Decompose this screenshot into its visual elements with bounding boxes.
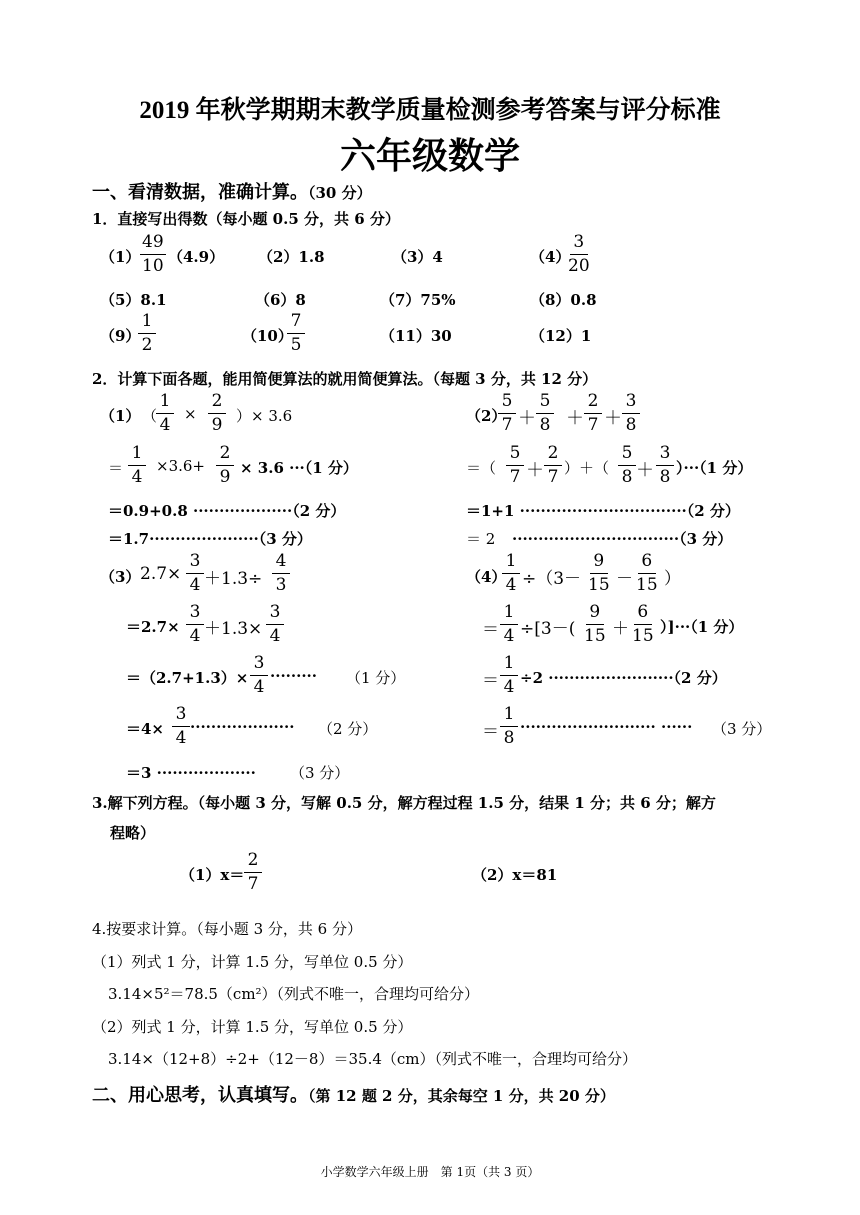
section-1-score: （30 分） bbox=[308, 184, 372, 202]
q2-p3-line3-fraction bbox=[250, 655, 268, 696]
q2-p3-line5-score: （3 分） bbox=[290, 764, 350, 782]
denominator: 4 bbox=[503, 677, 515, 697]
q1-answer-3: （3）4 bbox=[392, 248, 443, 266]
q1-answer-9-label: （9） bbox=[100, 327, 141, 345]
q2-p3-line4-dots: ···················· bbox=[190, 718, 295, 736]
document-subtitle: 六年级数学 bbox=[339, 136, 520, 177]
denominator: 15 bbox=[584, 626, 606, 646]
q2-p2-line2-fraction-2 bbox=[544, 445, 562, 486]
q1-answer-4-label: （4） bbox=[530, 248, 571, 266]
q2-p4-line4-fraction bbox=[500, 706, 518, 747]
denominator: 4 bbox=[175, 728, 187, 748]
numerator: 3 bbox=[186, 553, 204, 574]
numerator: 1 bbox=[128, 445, 146, 466]
q2-p2-line2-fraction-4 bbox=[656, 445, 674, 486]
q2-p3-line2-fraction-2 bbox=[266, 604, 284, 645]
q2-p3-line2-a: ＝2.7× bbox=[126, 618, 180, 636]
numerator: 2 bbox=[208, 393, 226, 414]
denominator: 8 bbox=[659, 467, 671, 487]
q2-p4-line3-fraction bbox=[500, 655, 518, 696]
q1-answer-11: （11）30 bbox=[380, 327, 452, 345]
q2-p1-line2-fraction-2 bbox=[216, 445, 234, 486]
q1-answer-9-fraction bbox=[138, 313, 156, 354]
denominator: 8 bbox=[625, 415, 637, 435]
q1-answer-4-fraction bbox=[568, 234, 590, 275]
denominator: 15 bbox=[632, 626, 654, 646]
denominator: 4 bbox=[505, 575, 517, 595]
q2-p4-fraction-3 bbox=[636, 553, 658, 594]
q2-p1-line2-mid: ×3.6+ bbox=[156, 457, 205, 475]
section-2-heading bbox=[92, 1081, 615, 1107]
q2-p4-line4-score: （3 分） bbox=[712, 720, 772, 738]
numerator: 6 bbox=[638, 553, 656, 574]
q2-p3-part-a: 2.7× bbox=[140, 564, 182, 584]
denominator: 9 bbox=[219, 467, 231, 487]
numerator: 3 bbox=[570, 234, 588, 255]
q2-p1-times: × bbox=[184, 405, 197, 423]
q4-line-2: 3.14×5²＝78.5（cm²）（列式不唯一，合理均可给分） bbox=[108, 985, 480, 1003]
q2-p1-line2-end: × 3.6 ···（1 分） bbox=[240, 459, 358, 477]
q2-p2-plus-3: ＋ bbox=[604, 408, 622, 429]
denominator: 4 bbox=[189, 575, 201, 595]
denominator: 9 bbox=[211, 415, 223, 435]
question-3-heading: 3.解下列方程。（每小题 3 分，写解 0.5 分，解方程过程 1.5 分，结果 1 分；共 6 分；解方 bbox=[92, 794, 716, 812]
q2-p2-line4-dots: ································（3 分） bbox=[512, 530, 733, 548]
q4-line-3: （2）列式 1 分，计算 1.5 分，写单位 0.5 分） bbox=[92, 1018, 413, 1036]
numerator: 1 bbox=[502, 553, 520, 574]
q1-answer-6: （6）8 bbox=[255, 291, 306, 309]
numerator: 2 bbox=[544, 445, 562, 466]
denominator: 15 bbox=[636, 575, 658, 595]
section-2-title: 二、用心思考，认真填写。 bbox=[92, 1085, 308, 1106]
q2-p3-line5: ＝3 ··················· bbox=[126, 764, 256, 782]
q2-p3-line3-a: ＝（2.7+1.3）× bbox=[126, 669, 249, 687]
question-3-heading-continued: 程略） bbox=[110, 824, 156, 842]
question-4-heading: 4.按要求计算。（每小题 3 分，共 6 分） bbox=[92, 920, 362, 938]
denominator: 20 bbox=[568, 256, 590, 276]
numerator: 3 bbox=[186, 604, 204, 625]
denominator: 2 bbox=[141, 335, 153, 355]
q2-p1-line2-eq: ＝ bbox=[108, 459, 124, 477]
q2-p1-close: ）× 3.6 bbox=[236, 407, 293, 425]
q2-p4-line2-plus: ＋ bbox=[612, 619, 629, 639]
q1-answer-10-fraction bbox=[287, 313, 305, 354]
numerator: 5 bbox=[618, 445, 636, 466]
q2-p1-fraction-1 bbox=[156, 393, 174, 434]
numerator: 1 bbox=[500, 706, 518, 727]
q2-p2-line2-mid: ）＋（ bbox=[564, 459, 610, 477]
numerator: 4 bbox=[272, 553, 290, 574]
q2-p4-line2-fraction-1 bbox=[500, 604, 518, 645]
numerator: 1 bbox=[500, 604, 518, 625]
denominator: 10 bbox=[142, 256, 164, 276]
denominator: 4 bbox=[253, 677, 265, 697]
denominator: 8 bbox=[503, 728, 515, 748]
q4-line-1: （1）列式 1 分，计算 1.5 分，写单位 0.5 分） bbox=[92, 953, 413, 971]
denominator: 8 bbox=[539, 415, 551, 435]
numerator: 3 bbox=[172, 706, 190, 727]
denominator: 7 bbox=[547, 467, 559, 487]
question-2-heading: 2．计算下面各题，能用简便算法的就用简便算法。（每题 3 分，共 12 分） bbox=[92, 370, 598, 388]
numerator: 9 bbox=[586, 604, 604, 625]
denominator: 7 bbox=[501, 415, 513, 435]
page-footer: 小学数学六年级上册 第 1页（共 3 页） bbox=[320, 1165, 540, 1179]
numerator: 5 bbox=[506, 445, 524, 466]
numerator: 3 bbox=[656, 445, 674, 466]
section-1-title: 一、看清数据，准确计算。 bbox=[92, 182, 308, 203]
q1-answer-8: （8）0.8 bbox=[530, 291, 597, 309]
q2-p2-line4-eq: ＝ 2 bbox=[466, 530, 496, 548]
q2-p2-line2-open: ＝（ bbox=[466, 459, 497, 477]
q2-p3-label: （3） bbox=[100, 568, 141, 586]
q1-answer-1-label: （1） bbox=[100, 248, 141, 266]
q2-p2-fraction-1 bbox=[498, 393, 516, 434]
question-1-heading: 1．直接写出得数（每小题 0.5 分，共 6 分） bbox=[92, 210, 400, 228]
q2-p3-line3-dots: ········· bbox=[270, 667, 317, 685]
q2-p4-line3-a: ÷2 ························（2 分） bbox=[520, 669, 727, 687]
q2-p2-line2-plus: ＋ bbox=[526, 460, 544, 481]
q1-answer-1-fraction bbox=[140, 234, 166, 275]
q2-p3-line4-score: （2 分） bbox=[318, 720, 378, 738]
numerator: 5 bbox=[498, 393, 516, 414]
section-1-heading bbox=[92, 178, 372, 204]
q2-p2-line2-plus-2: ＋ bbox=[636, 460, 654, 481]
numerator: 1 bbox=[138, 313, 156, 334]
q2-p4-line3-eq: ＝ bbox=[482, 671, 499, 691]
numerator: 6 bbox=[634, 604, 652, 625]
q2-p1-fraction-2 bbox=[208, 393, 226, 434]
q3-answer-2: （2）x＝81 bbox=[472, 866, 558, 884]
q2-p4-part-a: ÷（3－ bbox=[522, 569, 582, 589]
q2-p3-line2-b: ＋1.3× bbox=[204, 619, 263, 639]
q3-answer-1-fraction bbox=[244, 852, 262, 893]
q1-answer-12: （12）1 bbox=[530, 327, 592, 345]
q1-answer-5: （5）8.1 bbox=[100, 291, 167, 309]
numerator: 9 bbox=[590, 553, 608, 574]
q2-p2-plus-1: ＋ bbox=[518, 408, 536, 429]
q2-p3-line3-score: （1 分） bbox=[346, 669, 406, 687]
q2-p4-line2-fraction-2 bbox=[584, 604, 606, 645]
q2-p4-label: （4） bbox=[466, 568, 507, 586]
q2-p2-label: （2） bbox=[466, 407, 507, 425]
q2-p1-open-paren: （ bbox=[142, 407, 158, 425]
numerator: 2 bbox=[584, 393, 602, 414]
numerator: 49 bbox=[140, 234, 166, 255]
q3-answer-1-label: （1）x＝ bbox=[180, 866, 245, 884]
numerator: 3 bbox=[266, 604, 284, 625]
q2-p3-fraction-2 bbox=[272, 553, 290, 594]
q2-p2-line2-end: ）···（1 分） bbox=[676, 459, 753, 477]
q2-p4-line4-dots: ·························· ······ bbox=[520, 718, 693, 736]
denominator: 4 bbox=[131, 467, 143, 487]
numerator: 2 bbox=[216, 445, 234, 466]
denominator: 3 bbox=[275, 575, 287, 595]
q2-p2-line2-fraction-3 bbox=[618, 445, 636, 486]
q2-p1-line2-fraction-1 bbox=[128, 445, 146, 486]
numerator: 7 bbox=[287, 313, 305, 334]
q2-p4-fraction-1 bbox=[502, 553, 520, 594]
q2-p4-fraction-2 bbox=[588, 553, 610, 594]
q2-p3-fraction-1 bbox=[186, 553, 204, 594]
denominator: 7 bbox=[509, 467, 521, 487]
denominator: 4 bbox=[189, 626, 201, 646]
q2-p2-plus-2: ＋ bbox=[566, 408, 584, 429]
q2-p4-line2-fraction-3 bbox=[632, 604, 654, 645]
q1-answer-10-label: （10） bbox=[242, 327, 293, 345]
q1-answer-2: （2）1.8 bbox=[258, 248, 325, 266]
denominator: 4 bbox=[503, 626, 515, 646]
q1-answer-7: （7）75% bbox=[380, 291, 456, 309]
document-title: 2019 年秋学期期末教学质量检测参考答案与评分标准 bbox=[139, 97, 721, 124]
numerator: 2 bbox=[244, 852, 262, 873]
q2-p2-fraction-4 bbox=[622, 393, 640, 434]
denominator: 7 bbox=[247, 874, 259, 894]
q2-p3-part-b: ＋1.3÷ bbox=[204, 569, 263, 589]
q2-p1-line4: ＝1.7·····················（3 分） bbox=[108, 530, 312, 548]
q2-p2-line2-fraction-1 bbox=[506, 445, 524, 486]
q2-p4-line2-end: ）]···（1 分） bbox=[660, 618, 744, 636]
q2-p1-line3: ＝0.9+0.8 ···················（2 分） bbox=[108, 502, 346, 520]
q2-p4-line4-eq: ＝ bbox=[482, 722, 499, 742]
numerator: 1 bbox=[500, 655, 518, 676]
q2-p4-minus: － bbox=[616, 569, 633, 589]
q1-answer-1-decimal: （4.9） bbox=[168, 248, 225, 266]
q2-p2-fraction-2 bbox=[536, 393, 554, 434]
numerator: 1 bbox=[156, 393, 174, 414]
q2-p3-line4-a: ＝4× bbox=[126, 720, 165, 738]
denominator: 4 bbox=[269, 626, 281, 646]
denominator: 7 bbox=[587, 415, 599, 435]
q2-p1-label: （1） bbox=[100, 407, 141, 425]
section-2-score: （第 12 题 2 分，其余每空 1 分，共 20 分） bbox=[308, 1087, 615, 1105]
q2-p2-line3: ＝1+1 ································（2 分） bbox=[466, 502, 740, 520]
denominator: 4 bbox=[159, 415, 171, 435]
q2-p4-close: ） bbox=[664, 569, 681, 589]
denominator: 15 bbox=[588, 575, 610, 595]
q2-p3-line2-fraction-1 bbox=[186, 604, 204, 645]
numerator: 3 bbox=[622, 393, 640, 414]
q2-p4-line2-eq: ＝ bbox=[482, 620, 499, 640]
denominator: 5 bbox=[290, 335, 302, 355]
q2-p3-line4-fraction bbox=[172, 706, 190, 747]
denominator: 8 bbox=[621, 467, 633, 487]
numerator: 3 bbox=[250, 655, 268, 676]
numerator: 5 bbox=[536, 393, 554, 414]
q2-p2-fraction-3 bbox=[584, 393, 602, 434]
q4-line-4: 3.14×（12+8）÷2+（12－8）＝35.4（cm）（列式不唯一，合理均可给分） bbox=[108, 1050, 638, 1068]
q2-p4-line2-a: ÷[3－( bbox=[520, 619, 576, 639]
